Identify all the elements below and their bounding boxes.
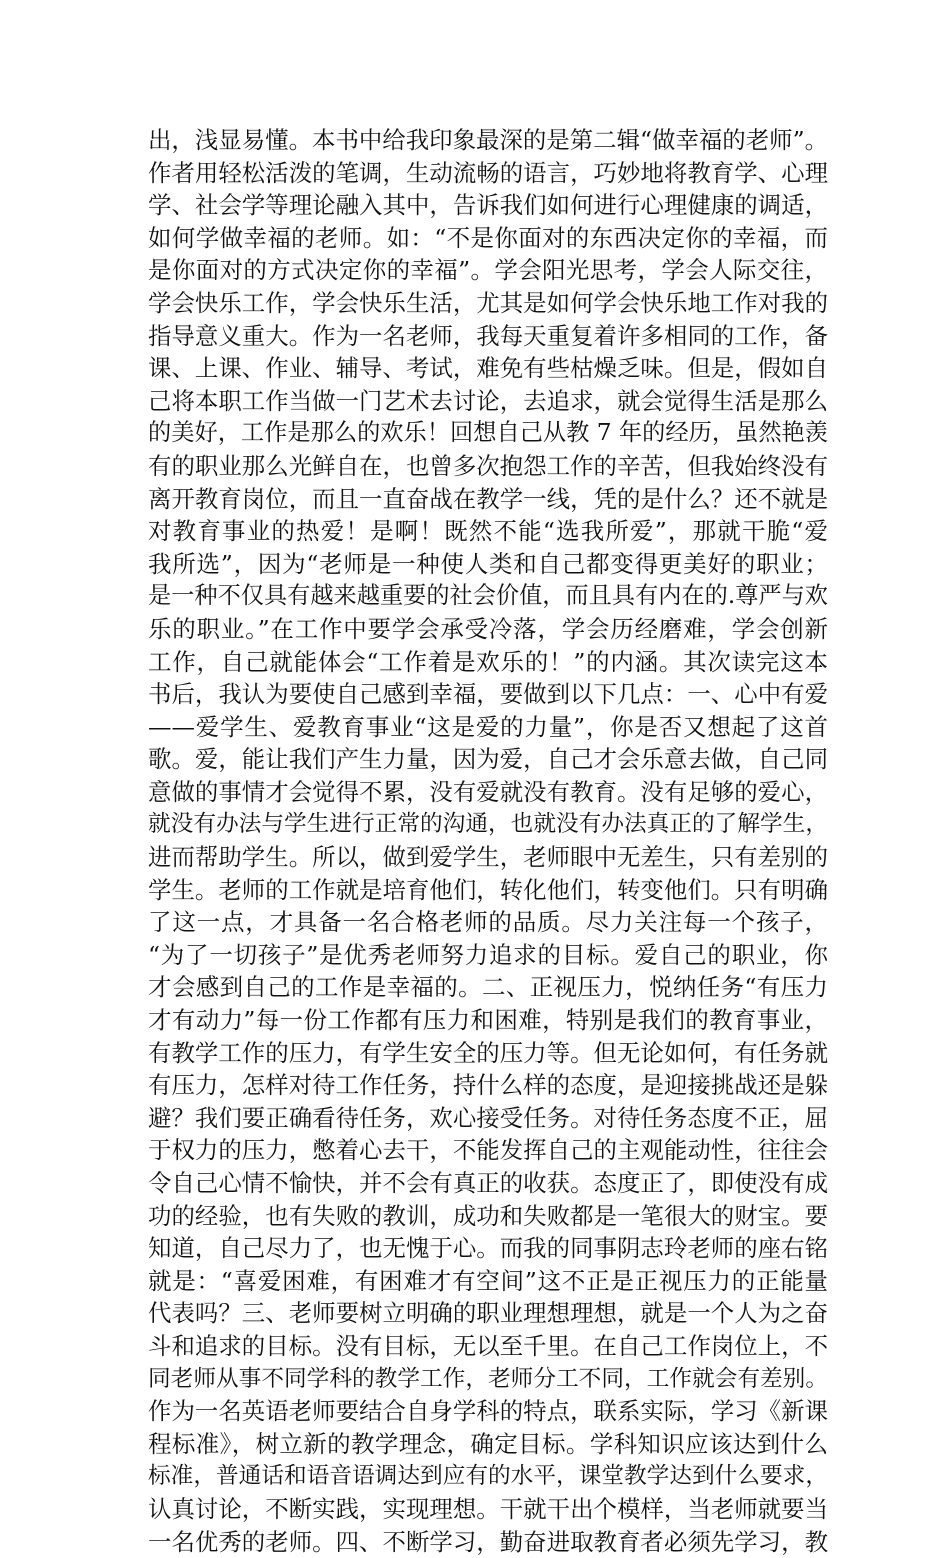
text-line: 离开教育岗位，而且一直奋战在教学一线，凭的是什么？还不就是: [148, 484, 828, 513]
text-line: 功的经验，也有失败的教训，成功和失败都是一笔很大的财宝。要: [148, 1201, 828, 1230]
text-line: 斗和追求的目标。没有目标，无以至千里。在自己工作岗位上，不: [148, 1331, 828, 1360]
text-line: 作者用轻松活泼的笔调，生动流畅的语言，巧妙地将教育学、心理: [148, 158, 828, 187]
text-line: 书后，我认为要使自己感到幸福，要做到以下几点：一、心中有爱: [148, 680, 828, 709]
text-line: 学会快乐工作，学会快乐生活，尤其是如何学会快乐地工作对我的: [148, 288, 828, 317]
text-line: 如何学做幸福的老师。如：“不是你面对的东西决定你的幸福，而: [148, 223, 828, 252]
text-line: 同老师从事不同学科的教学工作，老师分工不同，工作就会有差别。: [148, 1365, 828, 1392]
text-line: 课、上课、作业、辅导、考试，难免有些枯燥乏味。但是，假如自: [148, 354, 828, 383]
text-line: 有压力，怎样对待工作任务，持什么样的态度，是迎接挑战还是躲: [148, 1071, 828, 1100]
text-line: 有教学工作的压力，有学生安全的压力等。但无论如何，有任务就: [148, 1038, 828, 1067]
text-line: ——爱学生、爱教育事业“这是爱的力量”，你是否又想起了这首: [148, 712, 828, 741]
text-line: 是你面对的方式决定你的幸福”。学会阳光思考，学会人际交往，: [148, 256, 828, 285]
body-text: [148, 124, 828, 1558]
text-line: 标准，普通话和语音语调达到应有的水平，课堂教学达到什么要求，: [148, 1463, 828, 1490]
text-line: 学生。老师的工作就是培育他们，转化他们，转变他们。只有明确: [148, 875, 828, 904]
text-line: 意做的事情才会觉得不累，没有爱就没有教育。没有足够的爱心，: [148, 777, 828, 806]
text-line: 歌。爱，能让我们产生力量，因为爱，自己才会乐意去做，自己同: [148, 745, 828, 774]
text-line: 才会感到自己的工作是幸福的。二、正视压力，悦纳任务“有压力: [148, 973, 828, 1002]
text-line: 乐的职业。”在工作中要学会承受冷落，学会历经磨难，学会创新: [148, 614, 828, 643]
text-line: 才有动力”每一份工作都有压力和困难，特别是我们的教育事业，: [148, 1006, 828, 1035]
text-line: 知道，自己尽力了，也无愧于心。而我的同事阴志玲老师的座右铭: [148, 1234, 828, 1263]
text-line: 对教育事业的热爱！是啊！既然不能“选我所爱”，那就干脆“爱: [148, 517, 828, 546]
text-line: 有的职业那么光鲜自在，也曾多次抱怨工作的辛苦，但我始终没有: [148, 451, 828, 480]
text-line: 我所选”，因为“老师是一种使人类和自己都变得更美好的职业；: [148, 549, 828, 578]
text-line: 于权力的压力，憋着心去干，不能发挥自己的主观能动性，往往会: [148, 1136, 828, 1165]
text-line: 就没有办法与学生进行正常的沟通，也就没有办法真正的了解学生，: [148, 811, 828, 838]
text-line: 认真讨论，不断实践，实现理想。干就干出个模样，当老师就要当: [148, 1494, 828, 1523]
text-line: 代表吗？三、老师要树立明确的职业理想理想，就是一个人为之奋: [148, 1299, 828, 1328]
text-line: 进而帮助学生。所以，做到爱学生，老师眼中无差生，只有差别的: [148, 843, 828, 872]
text-line: 指导意义重大。作为一名老师，我每天重复着许多相同的工作，备: [148, 321, 828, 350]
text-line: 程标准》，树立新的教学理念，确定目标。学科知识应该达到什么: [148, 1429, 828, 1458]
text-line: 避？我们要正确看待任务，欢心接受任务。对待任务态度不正，屈: [148, 1103, 828, 1132]
text-line: 令自己心情不愉快，并不会有真正的收获。态度正了，即使没有成: [148, 1169, 828, 1197]
text-line: 的美好，工作是那么的欢乐！回想自己从教 7 年的经历，虽然艳羡: [148, 419, 828, 447]
text-line: 出，浅显易懂。本书中给我印象最深的是第二辑“做幸福的老师”。: [148, 126, 828, 154]
text-line: 了这一点，才具备一名合格老师的品质。尽力关注每一个孩子，: [148, 908, 828, 937]
text-line: 作为一名英语老师要结合自身学科的特点，联系实际，学习《新课: [148, 1397, 828, 1426]
text-line: 一名优秀的老师。四、不断学习，勤奋进取教育者必须先学习，教: [148, 1527, 828, 1556]
text-line: “为了一切孩子”是优秀老师努力追求的目标。爱自己的职业，你: [148, 940, 828, 969]
text-line: 工作，自己就能体会“工作着是欢乐的！”的内涵。其次读完这本: [148, 647, 828, 676]
text-line: 是一种不仅具有越来越重要的社会价值，而且具有内在的.尊严与欢: [148, 582, 828, 610]
text-line: 己将本职工作当做一门艺术去讨论，去追求，就会觉得生活是那么: [148, 386, 828, 415]
text-line: 就是：“喜爱困难，有困难才有空间”这不正是正视压力的正能量: [148, 1266, 828, 1295]
text-line: 学、社会学等理论融入其中，告诉我们如何进行心理健康的调适，: [148, 191, 828, 220]
